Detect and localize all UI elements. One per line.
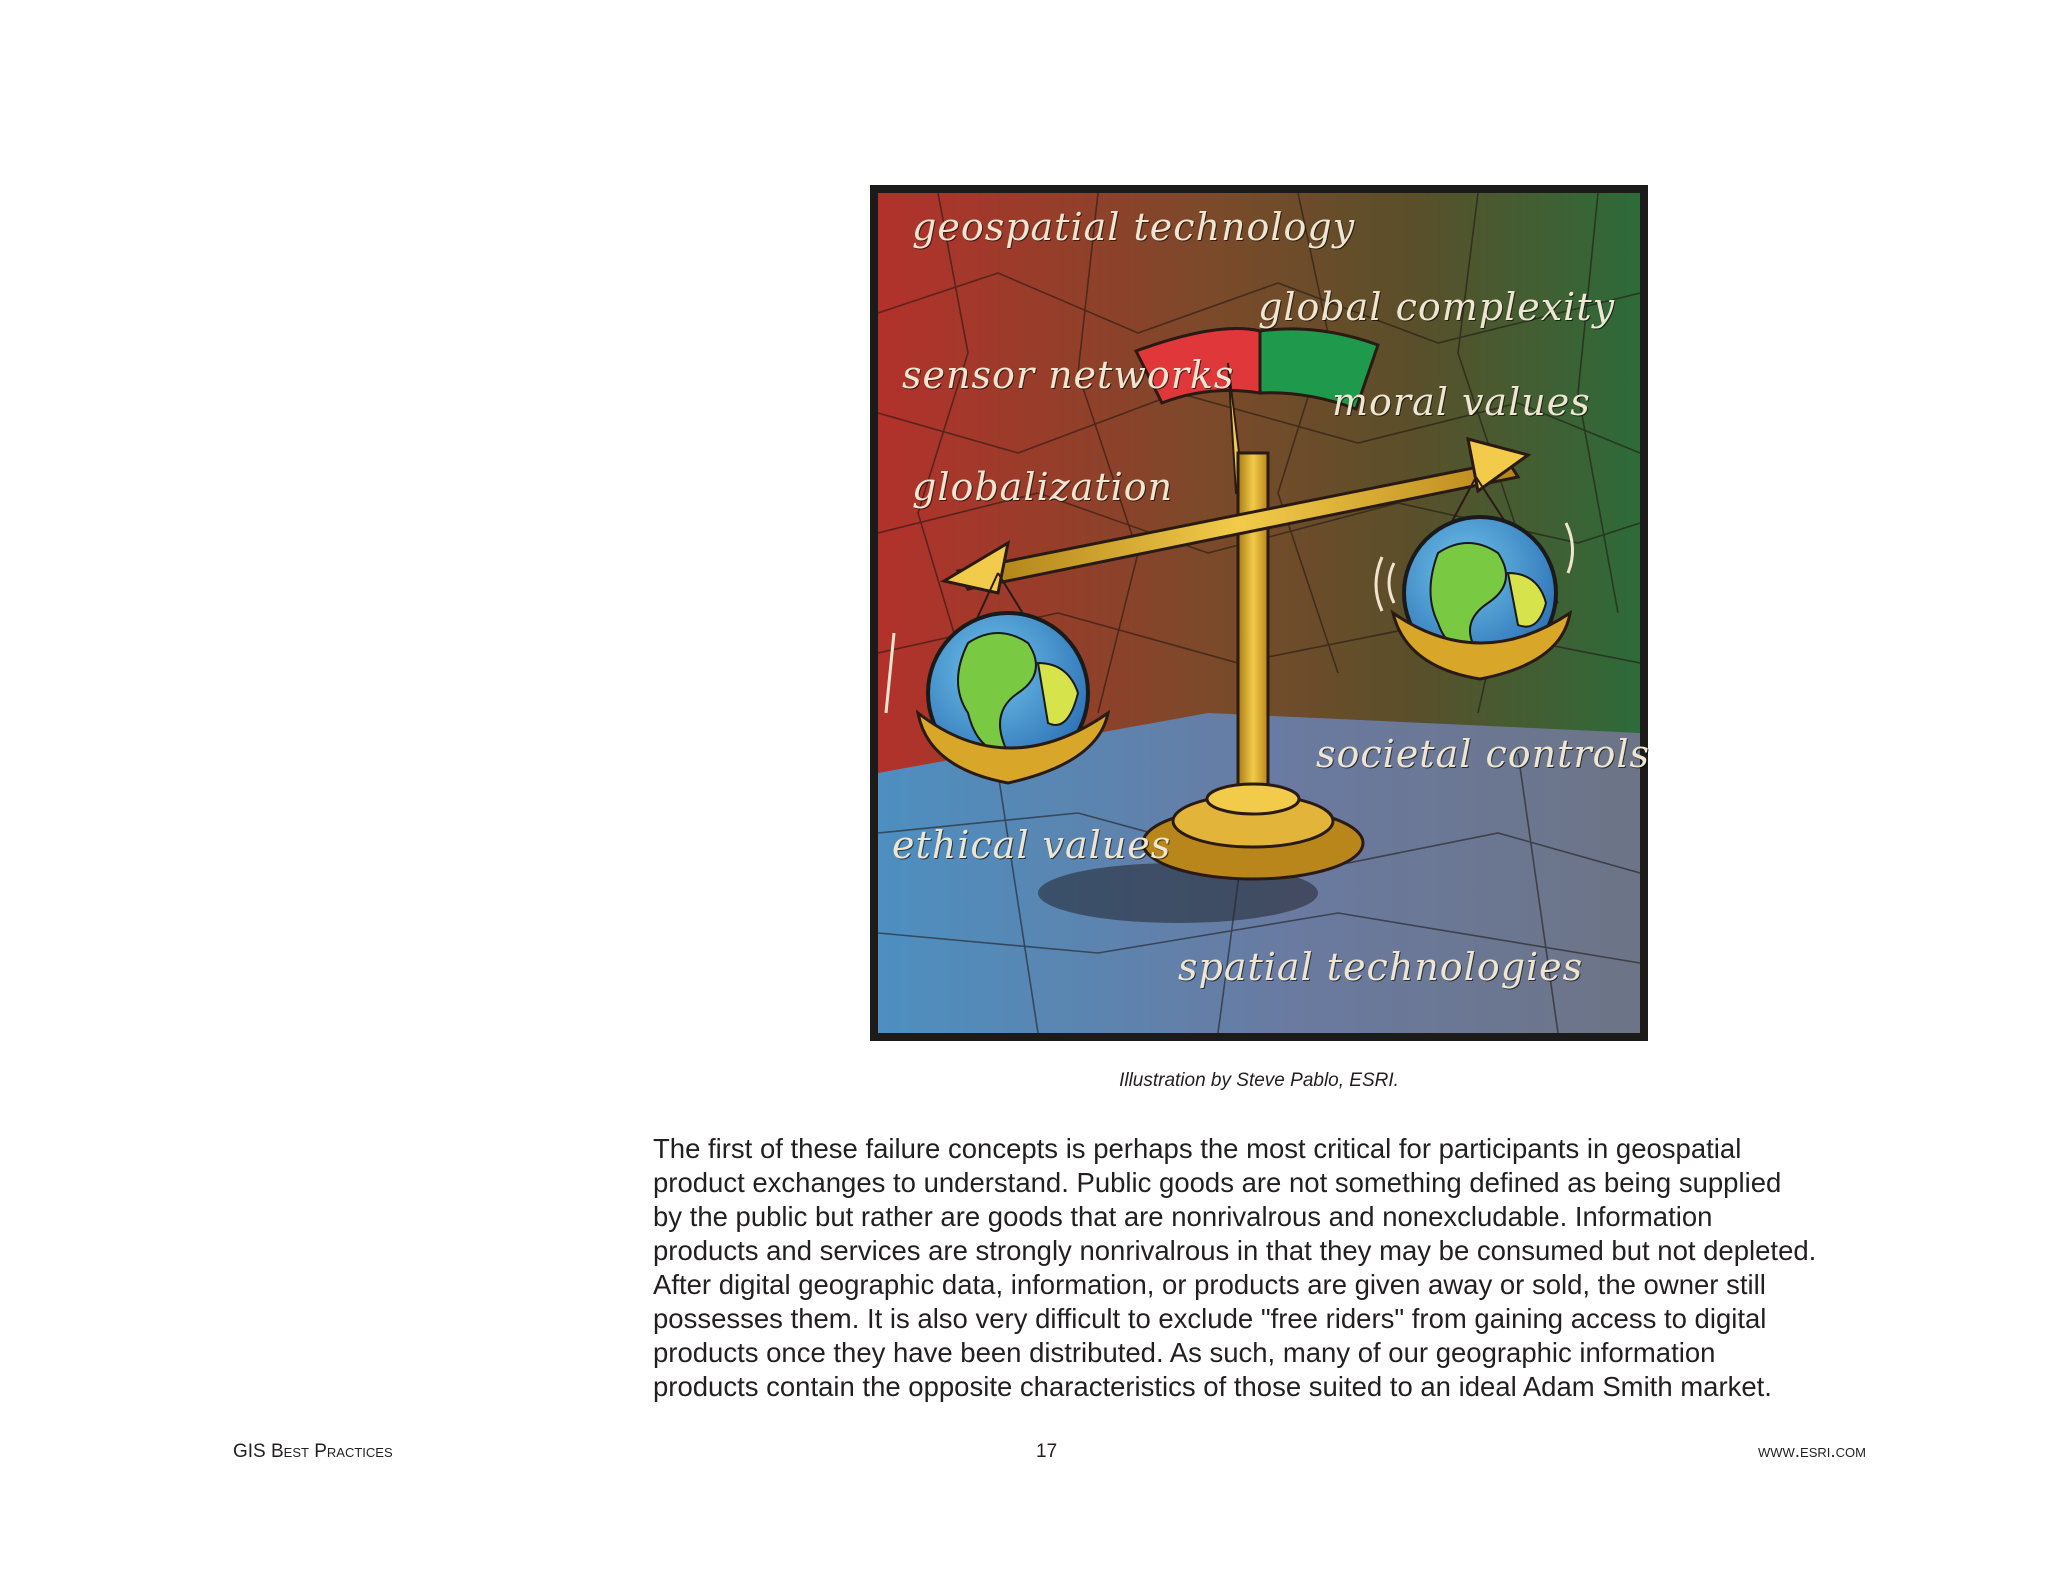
label-spatial-technologies: spatial technologies xyxy=(1178,945,1584,989)
body-line: by the public but rather are goods that are nonrivalrous and nonexcludable. Information xyxy=(653,1201,1713,1232)
label-ethical-values: ethical values xyxy=(892,823,1172,867)
body-line: products and services are strongly nonrivalrous in that they may be consumed but not depleted. xyxy=(653,1235,1817,1266)
label-moral-values: moral values xyxy=(1332,380,1591,424)
footer-website: www.esri.com xyxy=(1757,1441,1866,1462)
label-global-complexity: global complexity xyxy=(1258,285,1616,329)
label-sensor-networks: sensor networks xyxy=(902,353,1235,397)
label-societal-controls: societal controls xyxy=(1316,732,1651,776)
footer-publication-title: GIS Best Practices xyxy=(233,1441,393,1462)
body-line: products contain the opposite characteristics of those suited to an ideal Adam Smith market. xyxy=(653,1371,1772,1402)
body-line: After digital geographic data, information, or products are given away or sold, the owner still xyxy=(653,1269,1766,1300)
body-line: possesses them. It is also very difficult to exclude "free riders" from gaining access to digital xyxy=(653,1303,1767,1334)
scale-illustration xyxy=(870,185,1651,1041)
body-paragraph xyxy=(653,1132,1863,1404)
label-globalization: globalization xyxy=(912,465,1174,509)
body-line: product exchanges to understand. Public goods are not something defined as being supplied xyxy=(653,1167,1782,1198)
scale-base-top xyxy=(1207,784,1299,814)
scale-pillar xyxy=(1238,453,1268,793)
body-line: products once they have been distributed. As such, many of our geographic information xyxy=(653,1337,1716,1368)
footer-page-number: 17 xyxy=(1036,1441,1058,1462)
body-line: The first of these failure concepts is perhaps the most critical for participants in geospatial xyxy=(653,1133,1742,1164)
illustration-caption: Illustration by Steve Pablo, ESRI. xyxy=(1119,1070,1399,1091)
label-geospatial-technology: geospatial technology xyxy=(912,205,1356,249)
